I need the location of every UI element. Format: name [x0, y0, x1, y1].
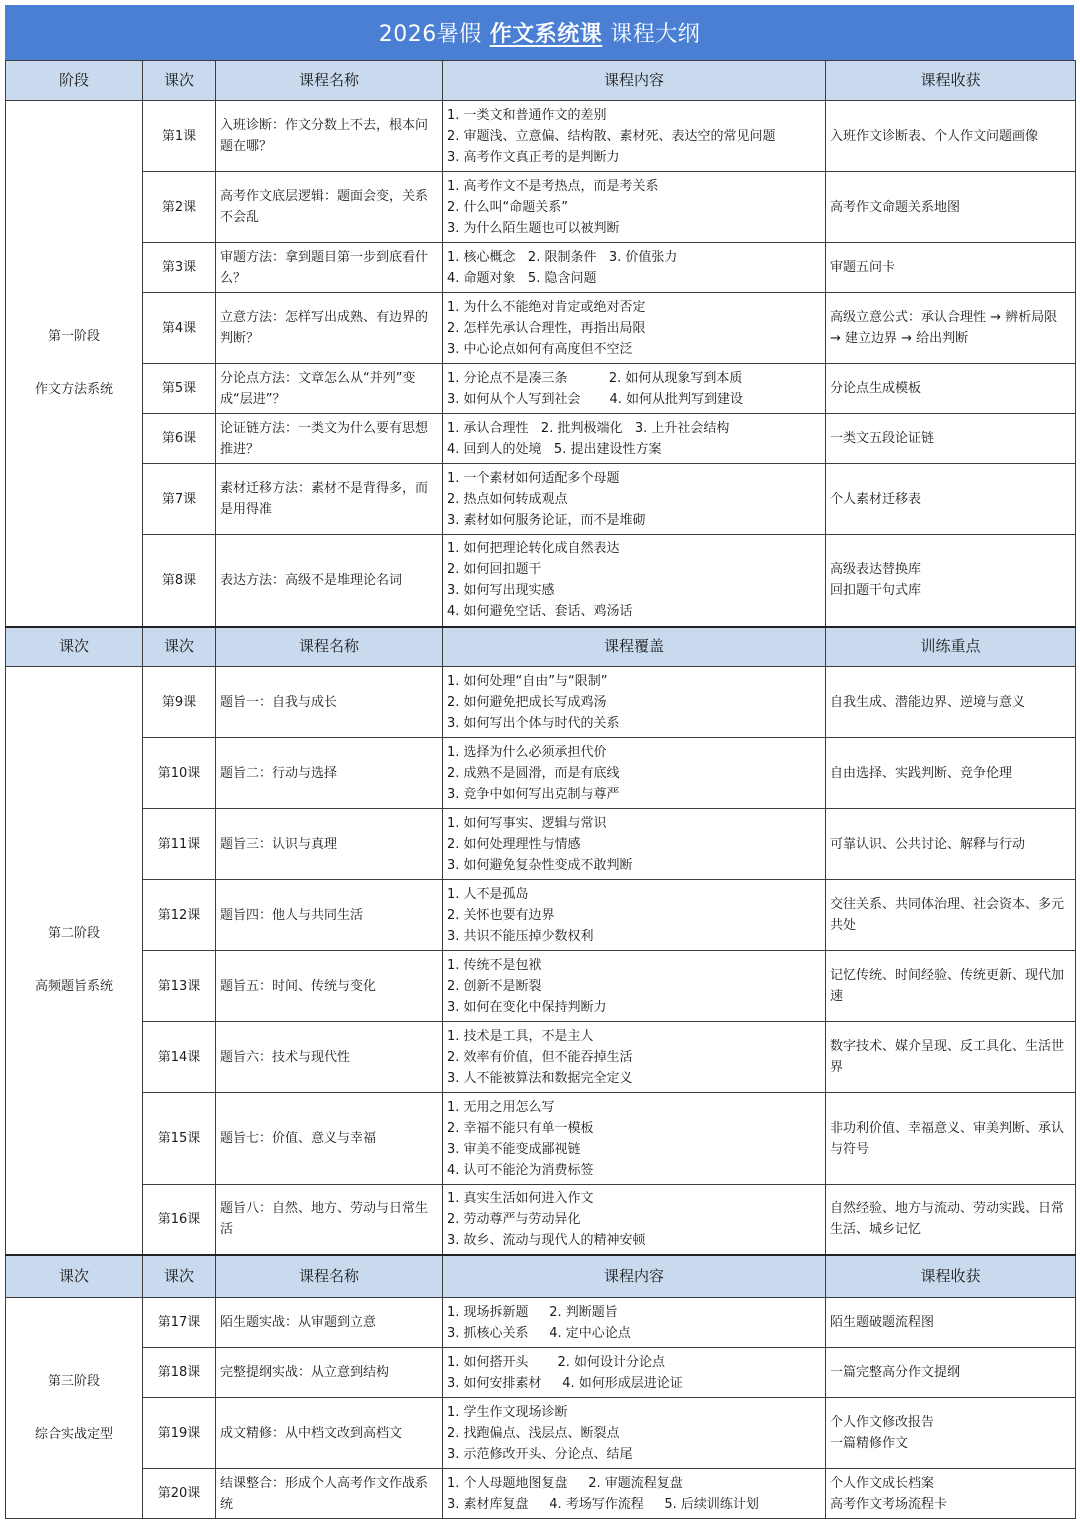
result-line: 交往关系、共同体治理、社会资本、多元共处	[830, 897, 1065, 933]
header-result: 训练重点	[826, 627, 1076, 667]
content-line: 2. 审题浅、立意偏、结构散、素材死、表达空的常见问题	[447, 128, 776, 144]
result-line: 审题五问卡	[830, 260, 896, 275]
content-line: 3. 素材如何服务论证，而不是堆砌	[447, 512, 646, 528]
content-line: 1. 学生作文现场诊断	[447, 1404, 568, 1420]
header-name: 课程名称	[216, 61, 443, 101]
lesson-content-cell	[443, 1022, 826, 1093]
lesson-content-cell	[443, 809, 826, 880]
lesson-name-cell: 题旨三：认识与真理	[216, 809, 443, 880]
content-line: 1. 技术是工具，不是主人	[447, 1028, 594, 1044]
stage-title: 第二阶段	[47, 925, 100, 941]
content-line: 1. 一类文和普通作文的差别	[447, 107, 607, 123]
content-line: 1. 一个素材如何适配多个母题	[447, 470, 620, 486]
lesson-content-cell	[443, 1398, 826, 1469]
content-line: 3. 如何安排素材 4. 如何形成层进论证	[447, 1375, 683, 1391]
content-line: 1. 如何把理论转化成自然表达	[447, 541, 620, 557]
lesson-result-cell	[826, 293, 1076, 364]
content-line: 4. 如何避免空话、套话、鸡汤话	[447, 604, 633, 620]
lesson-name-cell: 题旨六：技术与现代性	[216, 1022, 443, 1093]
header-content: 课程内容	[443, 1255, 826, 1298]
table-row	[6, 414, 1076, 464]
content-line: 1. 个人母题地图复盘 2. 审题流程复盘	[447, 1475, 683, 1491]
content-line: 4. 命题对象 5. 隐含问题	[447, 270, 597, 286]
stage-cell	[6, 101, 143, 627]
lesson-cell: 第3课	[143, 243, 216, 293]
lesson-name-cell: 高考作文底层逻辑：题面会变，关系不会乱	[216, 172, 443, 243]
content-line: 1. 为什么不能绝对肯定或绝对否定	[447, 299, 646, 315]
content-line: 3. 素材库复盘 4. 考场写作流程 5. 后续训练计划	[447, 1496, 759, 1512]
result-line: 自然经验、地方与流动、劳动实践、日常生活、城乡记忆	[830, 1201, 1065, 1238]
content-line: 2. 成熟不是圆滑，而是有底线	[447, 765, 620, 781]
outline-table	[5, 60, 1076, 1519]
header-lesson: 课次	[143, 1255, 216, 1298]
lesson-cell: 第10课	[143, 738, 216, 809]
lesson-result-cell	[826, 809, 1076, 880]
title-bar	[5, 5, 1074, 62]
content-line: 1. 如何搭开头 2. 如何设计分论点	[447, 1354, 665, 1370]
lesson-content-cell	[443, 172, 826, 243]
content-line: 2. 如何处理理性与情感	[447, 836, 581, 852]
header-name: 课程名称	[216, 627, 443, 667]
lesson-result-cell	[826, 535, 1076, 627]
content-line: 4. 回到人的处境 5. 提出建设性方案	[447, 441, 662, 457]
lesson-cell: 第12课	[143, 880, 216, 951]
table-row	[6, 464, 1076, 535]
lesson-name-cell: 审题方法：拿到题目第一步到底看什么？	[216, 243, 443, 293]
content-line: 3. 如何避免复杂性变成不敢判断	[447, 857, 633, 873]
table-row	[6, 1185, 1076, 1255]
lesson-result-cell	[826, 1185, 1076, 1255]
title-highlight: 作文系统课	[489, 22, 603, 47]
stage-cell	[6, 1298, 143, 1519]
header-name: 课程名称	[216, 1255, 443, 1298]
result-line: 数字技术、媒介呈现、反工具化、生活世界	[830, 1039, 1065, 1075]
lesson-cell: 第19课	[143, 1398, 216, 1469]
lesson-name-cell: 题旨五：时间、传统与变化	[216, 951, 443, 1022]
content-line: 3. 高考作文真正考的是判断力	[447, 149, 620, 165]
table-row	[6, 1469, 1076, 1519]
section-header-row	[6, 61, 1076, 101]
table-row	[6, 951, 1076, 1022]
lesson-cell: 第11课	[143, 809, 216, 880]
content-line: 3. 如何在变化中保持判断力	[447, 999, 607, 1015]
table-row	[6, 172, 1076, 243]
lesson-content-cell	[443, 364, 826, 414]
lesson-name-cell: 完整提纲实战：从立意到结构	[216, 1348, 443, 1398]
content-line: 2. 如何避免把成长写成鸡汤	[447, 694, 607, 710]
content-line: 1. 高考作文不是考热点，而是考关系	[447, 178, 659, 194]
lesson-cell: 第4课	[143, 293, 216, 364]
result-line: 一篇完整高分作文提纲	[830, 1365, 961, 1380]
result-line: 记忆传统、时间经验、传统更新、现代加速	[830, 968, 1065, 1004]
lesson-result-cell	[826, 880, 1076, 951]
lesson-result-cell	[826, 101, 1076, 172]
header-lesson: 课次	[143, 61, 216, 101]
content-line: 1. 真实生活如何进入作文	[447, 1190, 594, 1206]
lesson-content-cell	[443, 1348, 826, 1398]
table-row	[6, 1348, 1076, 1398]
lesson-cell: 第17课	[143, 1298, 216, 1348]
lesson-name-cell: 成文精修：从中档文改到高档文	[216, 1398, 443, 1469]
table-row	[6, 1093, 1076, 1185]
content-line: 2. 关怀也要有边界	[447, 907, 555, 923]
header-result: 课程收获	[826, 1255, 1076, 1298]
result-line: 高考作文考场流程卡	[830, 1496, 948, 1512]
lesson-name-cell: 分论点方法：文章怎么从“并列”变成“层进”？	[216, 364, 443, 414]
lesson-content-cell	[443, 464, 826, 535]
result-line: 一类文五段论证链	[830, 431, 935, 446]
stage-subtitle: 作文方法系统	[34, 381, 113, 397]
lesson-cell: 第9课	[143, 667, 216, 738]
section-header-row	[6, 627, 1076, 667]
table-row	[6, 101, 1076, 172]
header-content: 课程内容	[443, 61, 826, 101]
lesson-cell: 第16课	[143, 1185, 216, 1255]
lesson-content-cell	[443, 535, 826, 627]
result-line: 一篇精修作文	[830, 1436, 909, 1451]
lesson-result-cell	[826, 172, 1076, 243]
lesson-result-cell	[826, 414, 1076, 464]
content-line: 1. 现场拆新题 2. 判断题旨	[447, 1304, 618, 1320]
content-line: 3. 如何从个人写到社会 4. 如何从批判写到建设	[447, 391, 743, 407]
title-prefix: 2026暑假	[378, 22, 482, 47]
result-line: 分论点生成模板	[830, 381, 922, 396]
result-line: 非功利价值、幸福意义、审美判断、承认与符号	[830, 1120, 1065, 1157]
content-line: 1. 核心概念 2. 限制条件 3. 价值张力	[447, 249, 678, 265]
lesson-name-cell: 题旨二：行动与选择	[216, 738, 443, 809]
content-line: 4. 认可不能沦为消费标签	[447, 1162, 594, 1178]
content-line: 3. 故乡、流动与现代人的精神安顿	[447, 1232, 646, 1248]
lesson-cell: 第7课	[143, 464, 216, 535]
content-line: 3. 为什么陌生题也可以被判断	[447, 220, 620, 236]
lesson-cell: 第5课	[143, 364, 216, 414]
content-line: 2. 什么叫“命题关系”	[447, 199, 569, 215]
header-stage: 课次	[6, 627, 143, 667]
result-line: 自由选择、实践判断、竞争伦理	[830, 765, 1013, 781]
lesson-name-cell: 素材迁移方法：素材不是背得多，而是用得准	[216, 464, 443, 535]
header-result: 课程收获	[826, 61, 1076, 101]
content-line: 1. 承认合理性 2. 批判极端化 3. 上升社会结构	[447, 420, 730, 436]
table-row	[6, 667, 1076, 738]
lesson-result-cell	[826, 243, 1076, 293]
lesson-content-cell	[443, 738, 826, 809]
content-line: 1. 人不是孤岛	[447, 886, 529, 902]
result-line: 自我生成、潜能边界、逆境与意义	[830, 694, 1026, 710]
lesson-content-cell	[443, 243, 826, 293]
lesson-result-cell	[826, 364, 1076, 414]
lesson-name-cell: 题旨八：自然、地方、劳动与日常生活	[216, 1185, 443, 1255]
lesson-cell: 第15课	[143, 1093, 216, 1185]
result-line: 个人作文成长档案	[830, 1475, 935, 1491]
table-row	[6, 1398, 1076, 1469]
lesson-content-cell	[443, 880, 826, 951]
content-line: 3. 示范修改开头、分论点、结尾	[447, 1446, 633, 1462]
table-row	[6, 1022, 1076, 1093]
header-stage: 课次	[6, 1255, 143, 1298]
lesson-name-cell: 表达方法：高级不是堆理论名词	[216, 535, 443, 627]
table-row	[6, 809, 1076, 880]
content-line: 1. 分论点不是凑三条 2. 如何从现象写到本质	[447, 370, 743, 386]
lesson-content-cell	[443, 1185, 826, 1255]
lesson-result-cell	[826, 1298, 1076, 1348]
table-row	[6, 1298, 1076, 1348]
lesson-content-cell	[443, 1469, 826, 1519]
stage-title: 第三阶段	[47, 1373, 100, 1389]
lesson-cell: 第1课	[143, 101, 216, 172]
lesson-result-cell	[826, 1469, 1076, 1519]
stage-cell	[6, 667, 143, 1255]
stage-subtitle: 高频题旨系统	[34, 978, 113, 994]
lesson-cell: 第20课	[143, 1469, 216, 1519]
lesson-cell: 第8课	[143, 535, 216, 627]
lesson-content-cell	[443, 1298, 826, 1348]
lesson-content-cell	[443, 951, 826, 1022]
content-line: 3. 人不能被算法和数据完全定义	[447, 1070, 633, 1086]
content-line: 1. 如何处理“自由”与“限制”	[447, 673, 608, 689]
lesson-name-cell: 论证链方法：一类文为什么要有思想推进？	[216, 414, 443, 464]
lesson-result-cell	[826, 1022, 1076, 1093]
result-line: 高级表达替换库	[830, 562, 922, 578]
content-line: 3. 如何写出个体与时代的关系	[447, 715, 620, 731]
lesson-name-cell: 题旨一：自我与成长	[216, 667, 443, 738]
table-row	[6, 243, 1076, 293]
result-line: 个人素材迁移表	[830, 491, 922, 507]
lesson-content-cell	[443, 101, 826, 172]
lesson-name-cell: 结课整合：形成个人高考作文作战系统	[216, 1469, 443, 1519]
stage-subtitle: 综合实战定型	[34, 1426, 113, 1442]
content-line: 3. 中心论点如何有高度但不空泛	[447, 341, 633, 357]
content-line: 1. 传统不是包袱	[447, 957, 542, 973]
lesson-cell: 第6课	[143, 414, 216, 464]
lesson-name-cell: 立意方法：怎样写出成熟、有边界的判断？	[216, 293, 443, 364]
lesson-content-cell	[443, 293, 826, 364]
content-line: 1. 选择为什么必须承担代价	[447, 744, 607, 760]
lesson-content-cell	[443, 414, 826, 464]
content-line: 3. 审美不能变成鄙视链	[447, 1141, 581, 1157]
result-line: 高级立意公式：承认合理性 → 辨析局限 → 建立边界 → 给出判断	[830, 310, 1058, 346]
lesson-cell: 第13课	[143, 951, 216, 1022]
content-line: 2. 劳动尊严与劳动异化	[447, 1211, 581, 1227]
lesson-content-cell	[443, 1093, 826, 1185]
content-line: 3. 竞争中如何写出克制与尊严	[447, 786, 620, 802]
header-lesson: 课次	[143, 627, 216, 667]
result-line: 入班作文诊断表、个人作文问题画像	[830, 128, 1039, 144]
content-line: 3. 共识不能压掉少数权利	[447, 928, 594, 944]
content-line: 2. 怎样先承认合理性，再指出局限	[447, 320, 646, 336]
lesson-result-cell	[826, 1093, 1076, 1185]
lesson-name-cell: 题旨七：价值、意义与幸福	[216, 1093, 443, 1185]
content-line: 1. 无用之用怎么写	[447, 1099, 555, 1115]
result-line: 回扣题干句式库	[830, 583, 922, 599]
header-stage: 阶段	[6, 61, 143, 101]
result-line: 高考作文命题关系地图	[830, 199, 961, 215]
content-line: 2. 创新不是断裂	[447, 978, 542, 994]
lesson-result-cell	[826, 1348, 1076, 1398]
lesson-cell: 第14课	[143, 1022, 216, 1093]
table-row	[6, 738, 1076, 809]
content-line: 3. 如何写出现实感	[447, 583, 555, 599]
content-line: 2. 找跑偏点、浅层点、断裂点	[447, 1425, 620, 1441]
lesson-result-cell	[826, 667, 1076, 738]
lesson-result-cell	[826, 464, 1076, 535]
result-line: 陌生题破题流程图	[830, 1315, 935, 1330]
stage-title: 第一阶段	[47, 328, 100, 344]
content-line: 2. 如何回扣题干	[447, 562, 542, 578]
lesson-result-cell	[826, 1398, 1076, 1469]
lesson-name-cell: 入班诊断：作文分数上不去，根本问题在哪？	[216, 101, 443, 172]
section-header-row	[6, 1255, 1076, 1298]
title-suffix: 课程大纲	[610, 22, 701, 47]
lesson-cell: 第18课	[143, 1348, 216, 1398]
content-line: 3. 抓核心关系 4. 定中心论点	[447, 1325, 631, 1341]
table-row	[6, 293, 1076, 364]
lesson-content-cell	[443, 667, 826, 738]
lesson-cell: 第2课	[143, 172, 216, 243]
content-line: 2. 效率有价值，但不能吞掉生活	[447, 1049, 633, 1065]
lesson-result-cell	[826, 738, 1076, 809]
table-row	[6, 535, 1076, 627]
header-content: 课程覆盖	[443, 627, 826, 667]
lesson-name-cell: 陌生题实战：从审题到立意	[216, 1298, 443, 1348]
content-line: 2. 热点如何转成观点	[447, 491, 568, 507]
result-line: 可靠认识、公共讨论、解释与行动	[830, 836, 1026, 852]
table-row	[6, 364, 1076, 414]
table-row	[6, 880, 1076, 951]
lesson-name-cell: 题旨四：他人与共同生活	[216, 880, 443, 951]
content-line: 1. 如何写事实、逻辑与常识	[447, 815, 607, 831]
lesson-result-cell	[826, 951, 1076, 1022]
content-line: 2. 幸福不能只有单一模板	[447, 1120, 594, 1136]
result-line: 个人作文修改报告	[830, 1415, 935, 1430]
